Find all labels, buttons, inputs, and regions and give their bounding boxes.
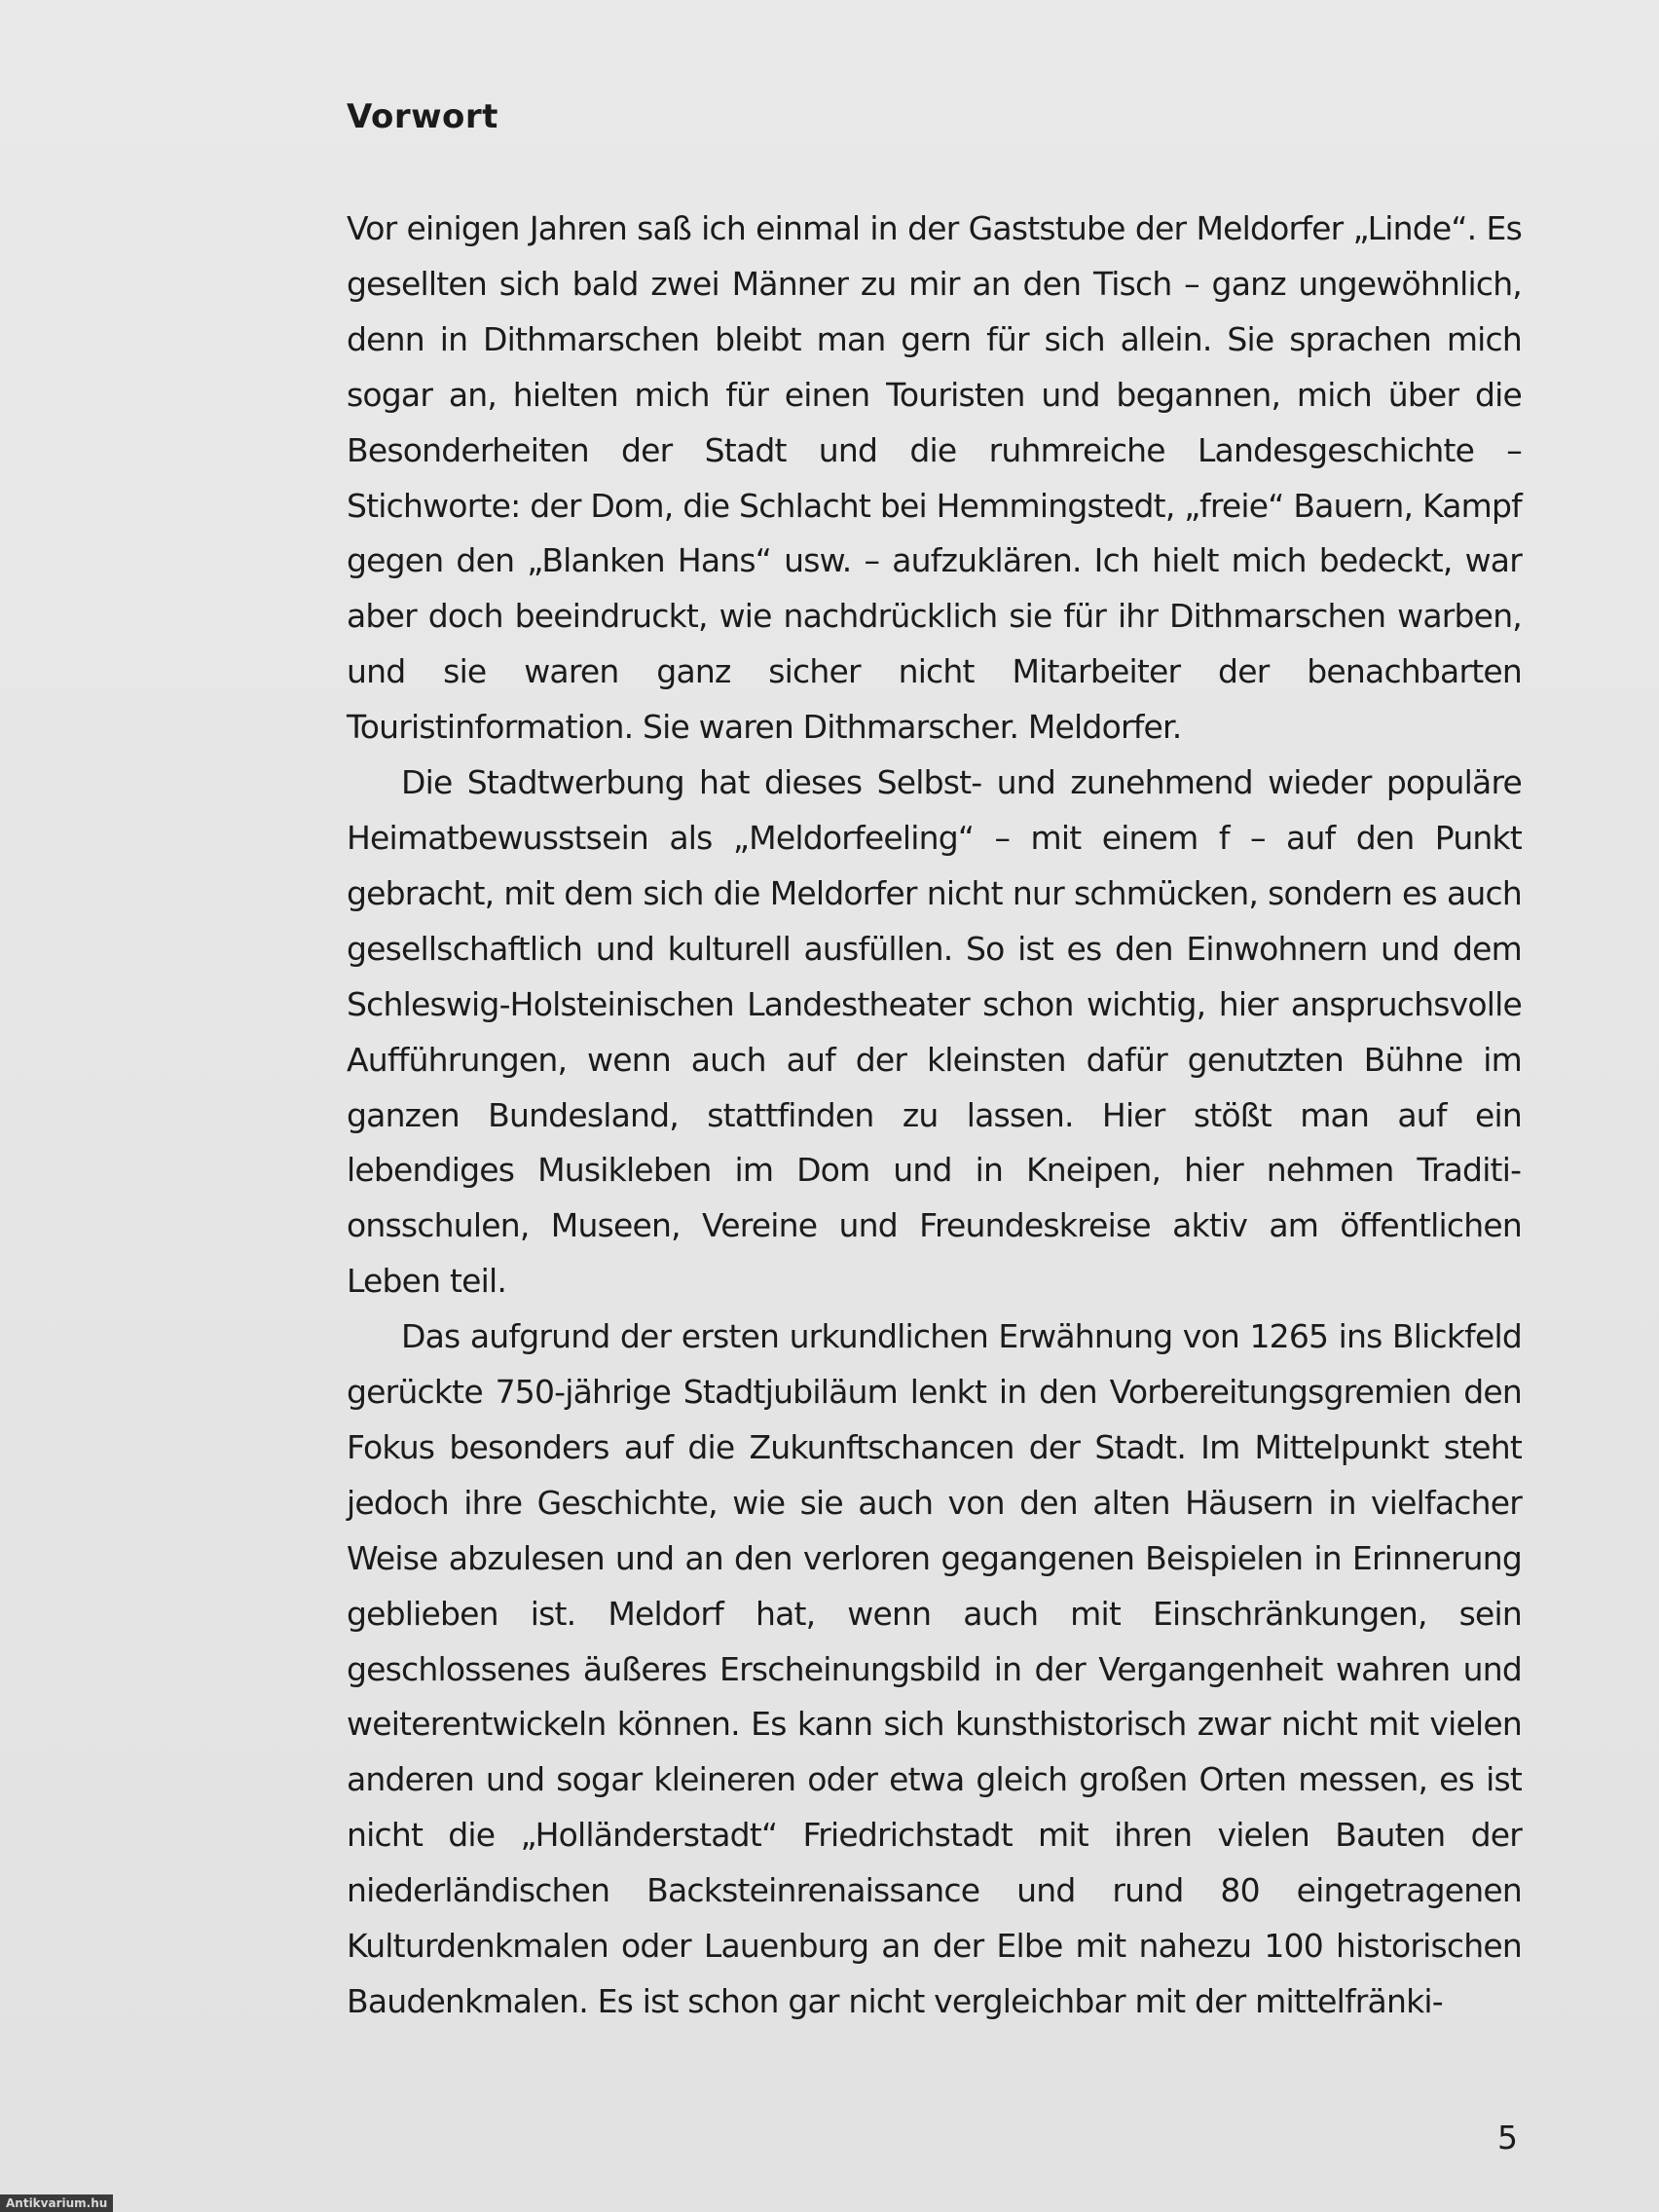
page-number: 5 [1497,2119,1518,2157]
paragraph-3: Das aufgrund der ersten urkundlichen Erwähnung von 1265 ins Blickfeld gerückte 750-jährige Stadtjubiläum lenkt in den Vorbereitungsgremien den Fokus besonders auf die Zukunftschancen der Stadt. Im Mittelpunkt steht jedoch ihre Geschichte, wie sie auch von den alten Häusern in vielfacher Weise abzulesen und an den verloren gegangenen Beispielen in Erinnerung geblieben ist. Meldorf hat, wenn auch mit Einschränkungen, sein geschlossenes äußeres Erscheinungsbild in der Vergangenheit wahren und weiterentwickeln können. Es kann sich kunsthistorisch zwar nicht mit vielen anderen und sogar kleineren oder etwa gleich großen Orten messen, es ist nicht die „Holländerstadt“ Friedrichstadt mit ihren vielen Bauten der niederländischen Backsteinrenaissance und rund 80 eingetragenen Kulturdenkmalen oder Lauenburg an der Elbe mit nahezu 100 historischen Baudenkmalen. Es ist schon gar nicht vergleichbar mit der mittelfränki- [347,1317,1522,2020]
watermark: Antikvarium.hu [0,2194,113,2212]
page-heading: Vorwort [347,97,498,136]
body-text [347,202,1522,2030]
paragraph-1: Vor einigen Jahren saß ich einmal in der Gaststube der Meldorfer „Linde“. Es gesellten sich bald zwei Männer zu mir an den Tisch – ganz ungewöhnlich, denn in Dithmarschen bleibt man gern für sich allein. Sie sprachen mich sogar an, hielten mich für einen Touristen und begannen, mich über die Besonderheiten der Stadt und die ruhmreiche Landesgeschichte – Stichworte: der Dom, die Schlacht bei Hemmingstedt, „freie“ Bauern, Kampf gegen den „Blanken Hans“ usw. – aufzuklären. Ich hielt mich bedeckt, war aber doch beeindruckt, wie nachdrücklich sie für ihr Dithmarschen warben, und sie waren ganz sicher nicht Mitarbeiter der benachbarten Touristinformation. Sie waren Dithmarscher. Meldorfer. [347,209,1522,747]
paragraph-2: Die Stadtwerbung hat dieses Selbst- und zunehmend wieder populäre Heimatbewusstsein als „Meldorfeeling“ – mit einem f – auf den Punkt gebracht, mit dem sich die Meldorfer nicht nur schmücken, sondern es auch gesellschaftlich und kulturell ausfüllen. So ist es den Einwohnern und dem Schleswig-Holsteinischen Landestheater schon wichtig, hier anspruchsvolle Aufführungen, wenn auch auf der kleinsten dafür genutzten Bühne im ganzen Bundesland, stattfinden zu lassen. Hier stößt man auf ein lebendiges Musikleben im Dom und in Kneipen, hier nehmen Traditionsschulen, Museen, Vereine und Freundeskreise aktiv am öffentlichen Leben teil. [347,763,1522,1301]
